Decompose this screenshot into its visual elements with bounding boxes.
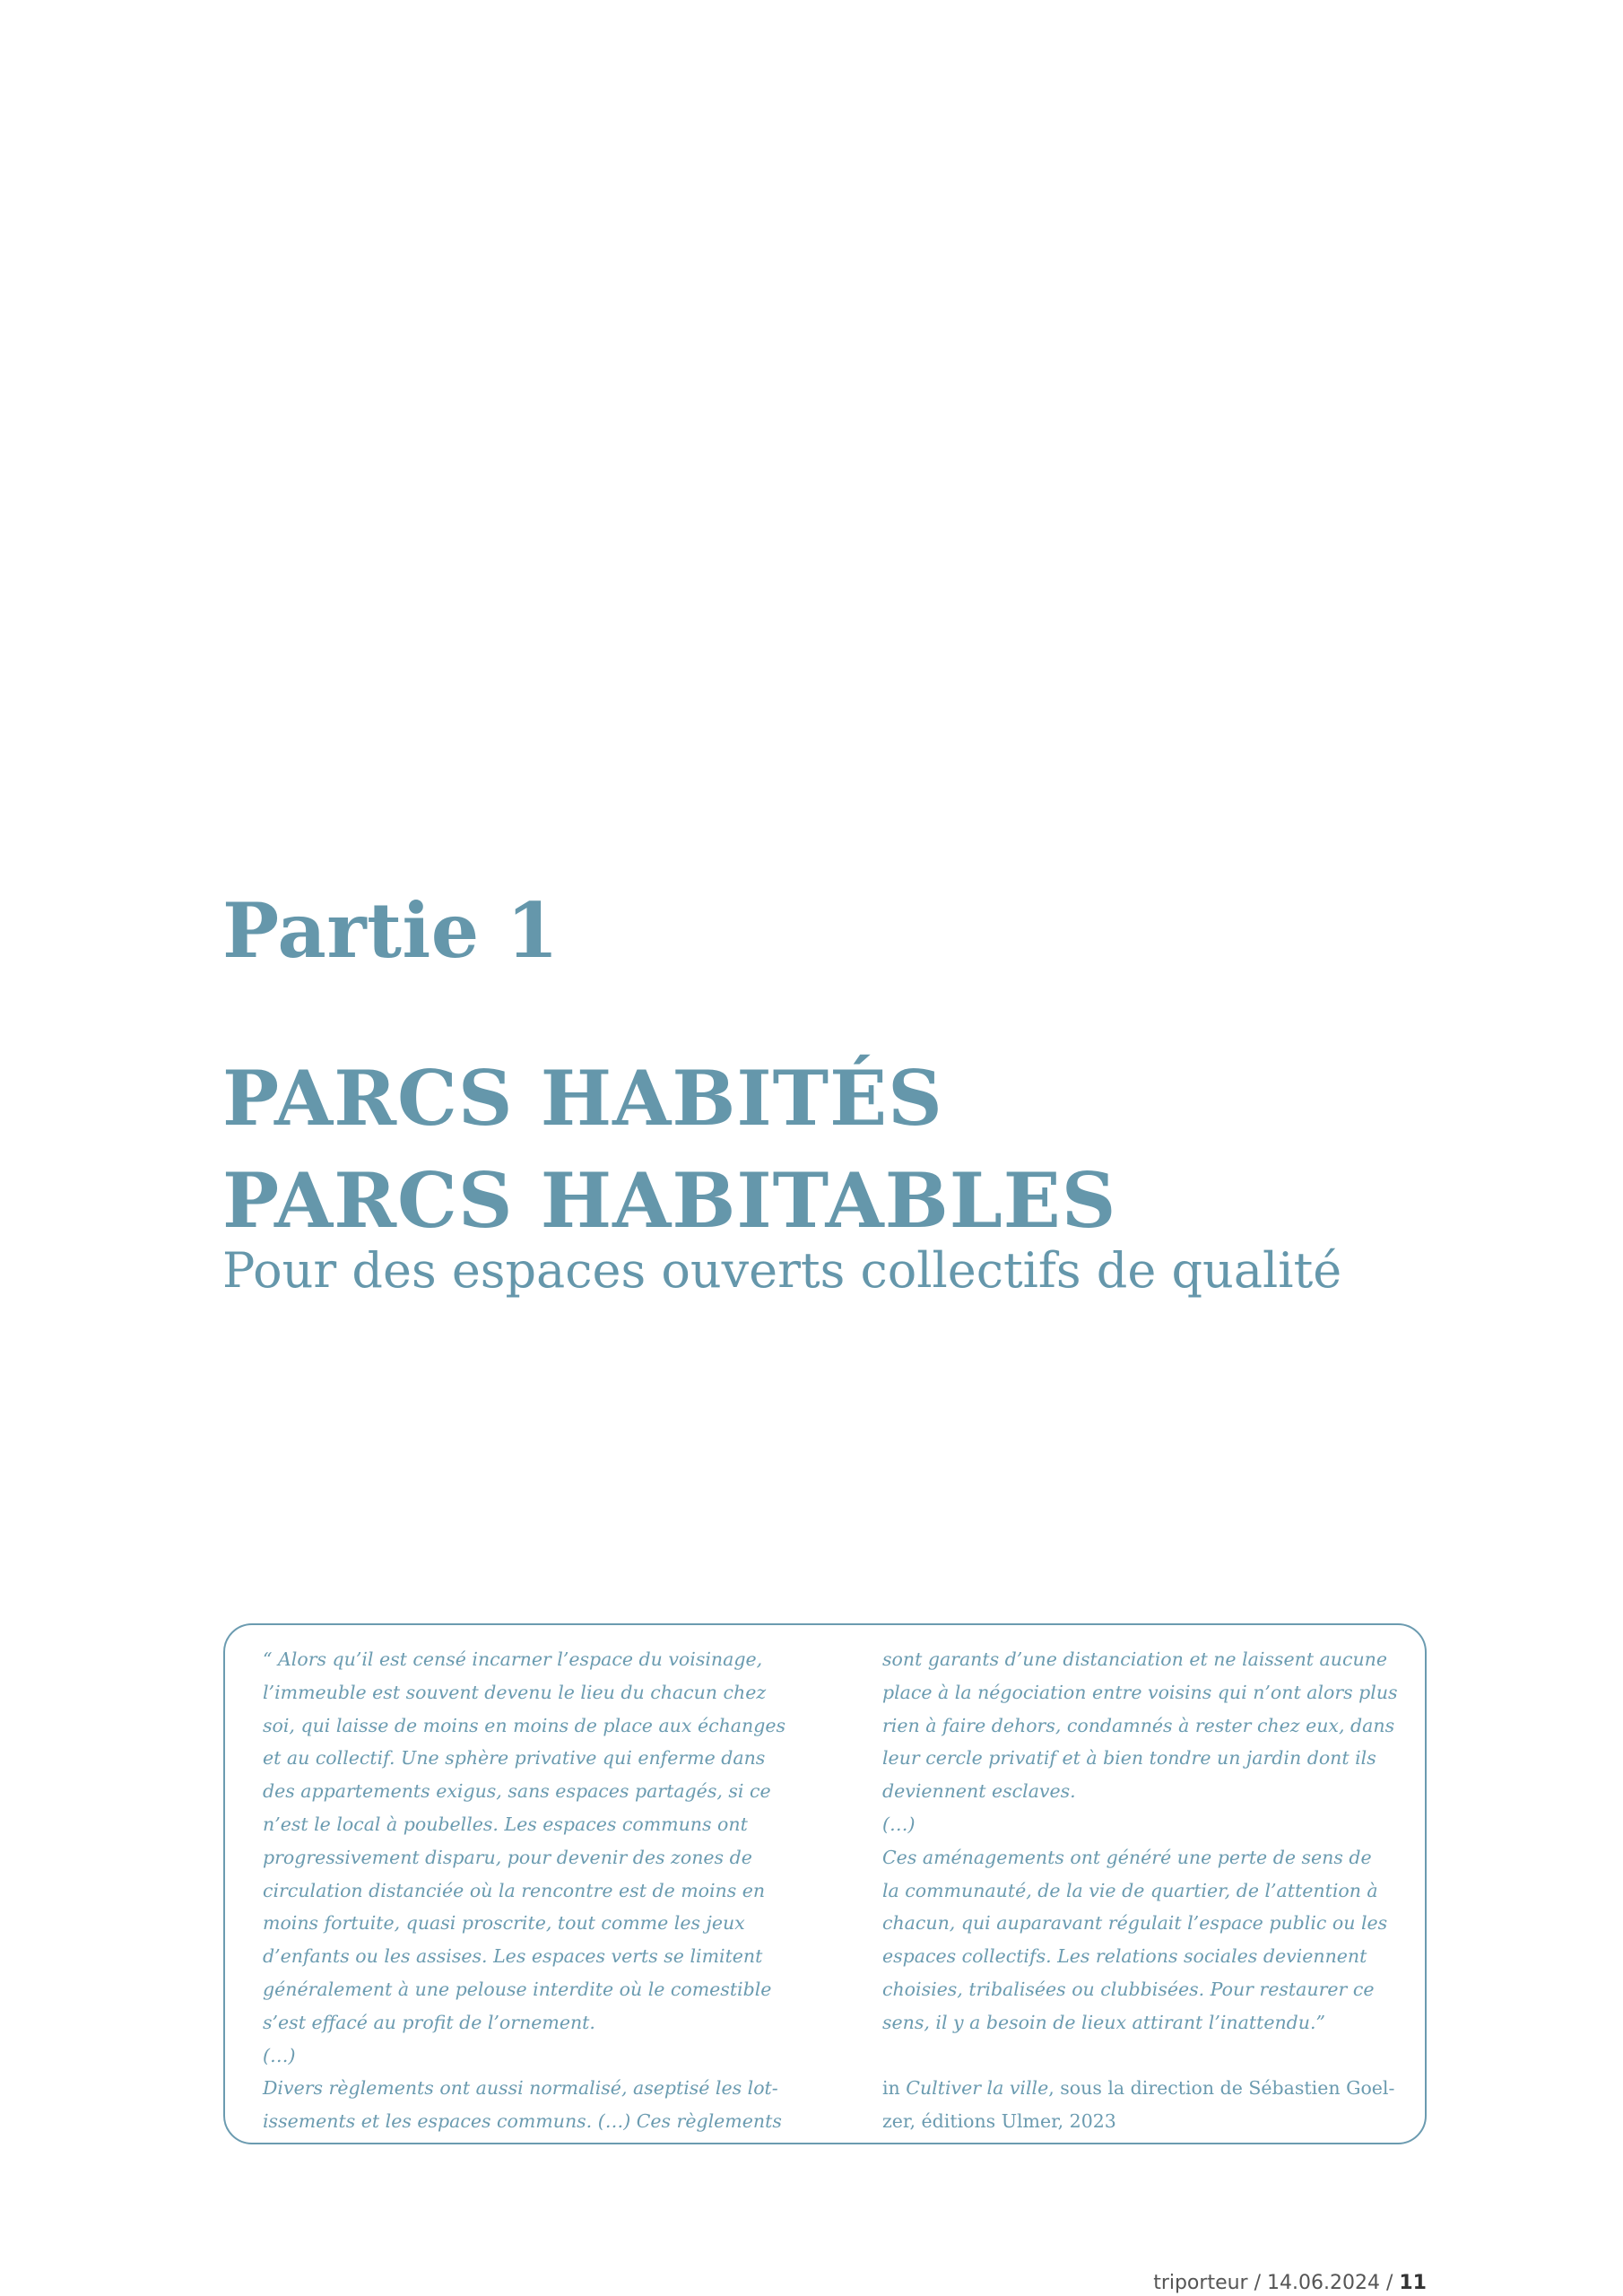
quote-line: la communauté, de la vie de quartier, de l’attention à — [882, 1879, 1378, 1901]
title-line-2: PARCS HABITABLES — [222, 1156, 1117, 1245]
quote-line: sont garants d’une distanciation et ne laissent aucune — [882, 1648, 1387, 1670]
quote-line: moins fortuite, quasi proscrite, tout comme les jeux — [263, 1912, 745, 1935]
page-number: 11 — [1399, 2272, 1427, 2294]
subtitle: Pour des espaces ouverts collectifs de qualité — [222, 1242, 1342, 1299]
quote-line: des appartements exigus, sans espaces partagés, si ce — [263, 1780, 771, 1803]
quote-line: choisies, tribalisées ou clubbisées. Pour restaurer ce — [882, 1978, 1375, 2000]
page-title — [222, 1048, 1116, 1252]
publication-date: 14.06.2024 — [1267, 2272, 1380, 2294]
quote-source-continued: zer, éditions Ulmer, 2023 — [882, 2110, 1116, 2133]
footer-separator: / — [1247, 2272, 1267, 2294]
quote-box — [223, 1623, 1427, 2144]
quote-line: rien à faire dehors, condamnés à rester chez eux, dans — [882, 1714, 1395, 1736]
quote-line: généralement à une pelouse interdite où le comestible — [263, 1978, 772, 2000]
title-line-1: PARCS HABITÉS — [222, 1054, 943, 1143]
quote-line: soi, qui laisse de moins en moins de place aux échanges — [263, 1714, 785, 1736]
quote-line: chacun, qui auparavant régulait l’espace public ou les — [882, 1912, 1388, 1935]
quote-line: Ces aménagements ont généré une perte de sens de — [882, 1846, 1372, 1868]
quote-line: l’immeuble est souvent devenu le lieu du chacun chez — [263, 1681, 767, 1703]
quote-line: d’enfants ou les assises. Les espaces verts se limitent — [263, 1945, 763, 1968]
quote-line: deviennent esclaves. — [882, 1780, 1076, 1803]
source-credit: , sous la direction de Sébastien Goel- — [1048, 2077, 1395, 2100]
page-footer — [1153, 2274, 1427, 2293]
source-prefix: in — [882, 2077, 907, 2100]
quote-line: circulation distanciée où la rencontre est de moins en — [263, 1879, 766, 1901]
quote-line: issements et les espaces communs. (…) Ces règlements — [263, 2110, 782, 2133]
quote-line: Divers règlements ont aussi normalisé, aseptisé les lot- — [263, 2077, 778, 2100]
publication-name: triporteur — [1153, 2272, 1248, 2294]
quote-line: place à la négociation entre voisins qui n’ont alors plus — [882, 1681, 1398, 1703]
quote-line: “ Alors qu’il est censé incarner l’espace du voisinage, — [263, 1648, 763, 1670]
quote-spacer — [882, 2039, 1398, 2073]
quote-right-column — [882, 1643, 1398, 2138]
quote-line: progressivement disparu, pour devenir des zones de — [263, 1846, 752, 1868]
quote-line: espaces collectifs. Les relations sociales deviennent — [882, 1945, 1367, 1968]
quote-line: n’est le local à poubelles. Les espaces communs ont — [263, 1813, 748, 1835]
quote-line: et au collectif. Une sphère privative qui enferme dans — [263, 1747, 766, 1770]
quote-source — [882, 2072, 1398, 2105]
quote-line: (…) — [882, 1813, 916, 1835]
section-label: Partie 1 — [222, 886, 560, 975]
source-book-title: Cultiver la ville — [906, 2077, 1049, 2100]
quote-line: sens, il y a besoin de lieux attirant l’inattendu.” — [882, 2011, 1325, 2033]
quote-left-column — [263, 1643, 823, 2138]
footer-separator: / — [1379, 2272, 1400, 2294]
quote-line: (…) — [263, 2044, 296, 2066]
quote-line: s’est effacé au profit de l’ornement. — [263, 2011, 595, 2033]
quote-line: leur cercle privatif et à bien tondre un jardin dont ils — [882, 1747, 1376, 1770]
